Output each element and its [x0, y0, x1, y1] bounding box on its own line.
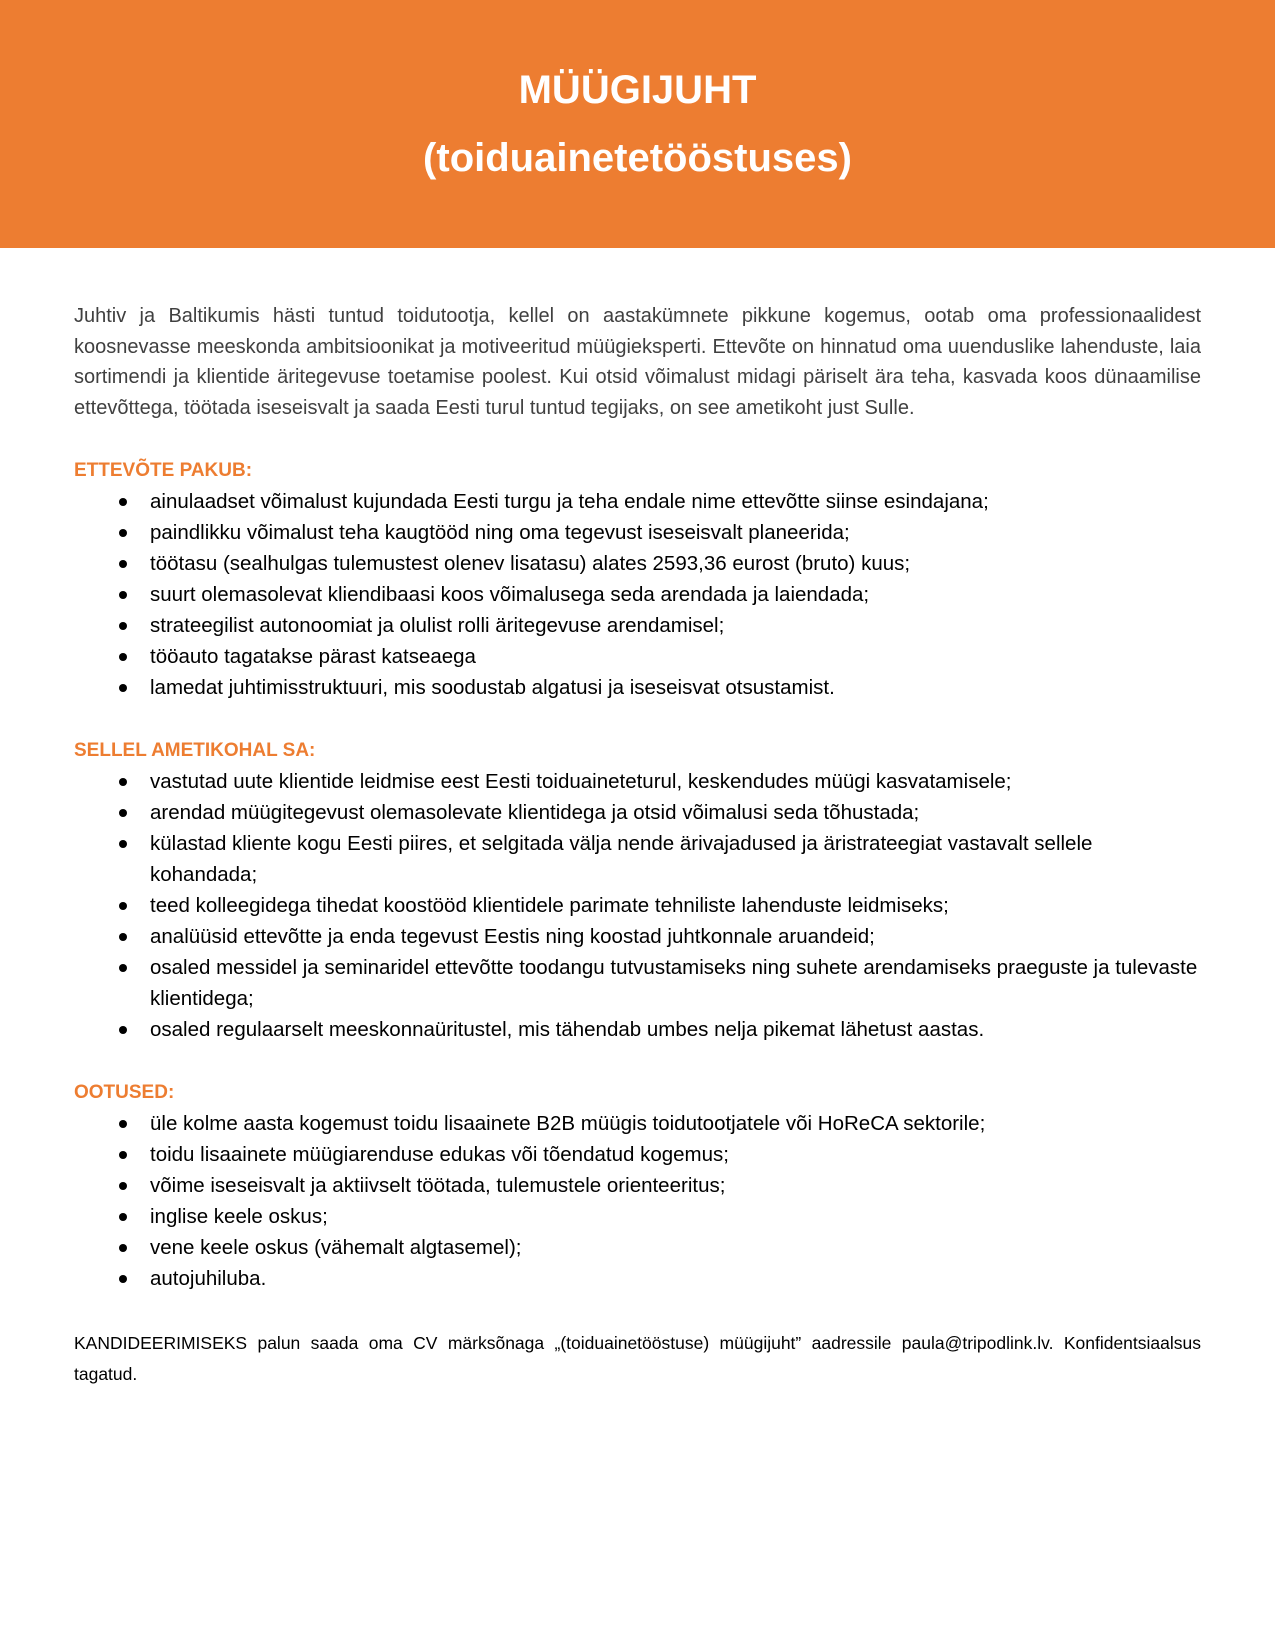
list-item: [74, 548, 1201, 579]
list-item: [74, 1232, 1201, 1263]
list-item-text: külastad kliente kogu Eesti piires, et selgitada välja nende ärivajadused ja äristrateegiat vastavalt sellele kohandada;: [150, 832, 1093, 886]
list-item-text: lamedat juhtimisstruktuuri, mis soodustab algatusi ja iseseisvat otsustamist.: [150, 676, 835, 699]
list-item: [74, 1201, 1201, 1232]
list-item: [74, 1014, 1201, 1045]
bullet-icon: [119, 902, 127, 910]
bullet-icon: [119, 560, 127, 568]
list-item-text: analüüsid ettevõtte ja enda tegevust Eestis ning koostad juhtkonnale aruandeid;: [150, 925, 875, 948]
list-item: [74, 797, 1201, 828]
bullet-icon: [119, 778, 127, 786]
bullet-icon: [119, 498, 127, 506]
header-banner: [0, 0, 1275, 248]
bullet-icon: [119, 529, 127, 537]
list-item-text: ainulaadset võimalust kujundada Eesti turgu ja teha endale nime ettevõtte siinse esindajana;: [150, 490, 989, 513]
bullet-icon: [119, 1120, 127, 1128]
section-offer: [74, 455, 1201, 703]
bullet-icon: [119, 684, 127, 692]
bullet-icon: [119, 591, 127, 599]
list-item: [74, 672, 1201, 703]
list-item: [74, 1263, 1201, 1294]
list-item: [74, 517, 1201, 548]
bullet-icon: [119, 1026, 127, 1034]
list-item-text: strateegilist autonoomiat ja olulist rolli äritegevuse arendamisel;: [150, 614, 725, 637]
list-item-text: paindlikku võimalust teha kaugtööd ning oma tegevust iseseisvalt planeerida;: [150, 521, 850, 544]
section-responsibilities: [74, 735, 1201, 1045]
job-title: MÜÜGIJUHT: [518, 68, 757, 112]
bullet-icon: [119, 1244, 127, 1252]
list-item-text: osaled messidel ja seminaridel ettevõtte toodangu tutvustamiseks ning suhete arendamiseks praeguste ja tulevaste klientidega;: [150, 956, 1198, 1010]
list-item-text: tööauto tagatakse pärast katseaega: [150, 645, 476, 668]
list-item-text: üle kolme aasta kogemust toidu lisaainete B2B müügis toidutootjatele või HoReCA sektorile;: [150, 1112, 986, 1135]
document-body: [74, 301, 1201, 1408]
list-item-text: arendad müügitegevust olemasolevate klientidega ja otsid võimalusi seda tõhustada;: [150, 801, 920, 824]
intro-paragraph: Juhtiv ja Baltikumis hästi tuntud toidutootja, kellel on aastakümnete pikkune kogemus, ootab oma professionaalidest koosnevasse meeskonda ambitsioonikat ja motiveeritud müügieksperti. Ettevõte on hinnatud oma uuenduslike lahenduste, laia sortimendi ja klientide äritegevuse toetamise poolest. Kui otsid võimalust midagi päriselt ära teha, kasvada koos dünaamilise ettevõttega, töötada iseseisvalt ja saada Eesti turul tuntud tegijaks, on see ametikoht just Sulle.: [74, 305, 1201, 419]
list-item-text: autojuhiluba.: [150, 1267, 267, 1290]
list-item-text: inglise keele oskus;: [150, 1205, 328, 1228]
section-expectations: [74, 1077, 1201, 1294]
bullet-icon: [119, 1275, 127, 1283]
bullet-icon: [119, 933, 127, 941]
bullet-icon: [119, 1151, 127, 1159]
list-item-text: teed kolleegidega tihedat koostööd klientidele parimate tehniliste lahenduste leidmiseks;: [150, 894, 949, 917]
bullet-list: [74, 766, 1201, 1045]
list-item-text: vastutad uute klientide leidmise eest Eesti toiduaineteturul, keskendudes müügi kasvatamisele;: [150, 770, 1012, 793]
list-item: [74, 952, 1201, 1014]
list-item: [74, 1139, 1201, 1170]
list-item: [74, 1108, 1201, 1139]
section-heading: OOTUSED:: [74, 1082, 175, 1103]
bullet-icon: [119, 1213, 127, 1221]
bullet-icon: [119, 653, 127, 661]
application-instructions: KANDIDEERIMISEKS palun saada oma CV märksõnaga „(toiduainetööstuse) müügijuht” aadressile paula@tripodlink.lv. Konfidentsiaalsus tagatud.: [74, 1333, 1201, 1384]
list-item: [74, 1170, 1201, 1201]
list-item: [74, 610, 1201, 641]
bullet-icon: [119, 622, 127, 630]
job-subtitle: (toiduainetetööstuses): [423, 136, 852, 180]
list-item: [74, 921, 1201, 952]
bullet-icon: [119, 964, 127, 972]
bullet-icon: [119, 840, 127, 848]
list-item: [74, 579, 1201, 610]
list-item-text: toidu lisaainete müügiarenduse edukas või tõendatud kogemus;: [150, 1143, 729, 1166]
list-item: [74, 828, 1201, 890]
list-item: [74, 890, 1201, 921]
list-item: [74, 641, 1201, 672]
bullet-list: [74, 486, 1201, 703]
list-item: [74, 766, 1201, 797]
bullet-icon: [119, 1182, 127, 1190]
section-heading: ETTEVÕTE PAKUB:: [74, 460, 253, 481]
bullet-list: [74, 1108, 1201, 1294]
list-item: [74, 486, 1201, 517]
list-item-text: osaled regulaarselt meeskonnaüritustel, mis tähendab umbes nelja pikemat lähetust aastas.: [150, 1018, 985, 1041]
section-heading: SELLEL AMETIKOHAL SA:: [74, 740, 316, 761]
list-item-text: töötasu (sealhulgas tulemustest olenev lisatasu) alates 2593,36 eurost (bruto) kuus;: [150, 552, 911, 575]
list-item-text: võime iseseisvalt ja aktiivselt töötada, tulemustele orienteeritus;: [150, 1174, 726, 1197]
list-item-text: vene keele oskus (vähemalt algtasemel);: [150, 1236, 522, 1259]
bullet-icon: [119, 809, 127, 817]
list-item-text: suurt olemasolevat kliendibaasi koos võimalusega seda arendada ja laiendada;: [150, 583, 870, 606]
